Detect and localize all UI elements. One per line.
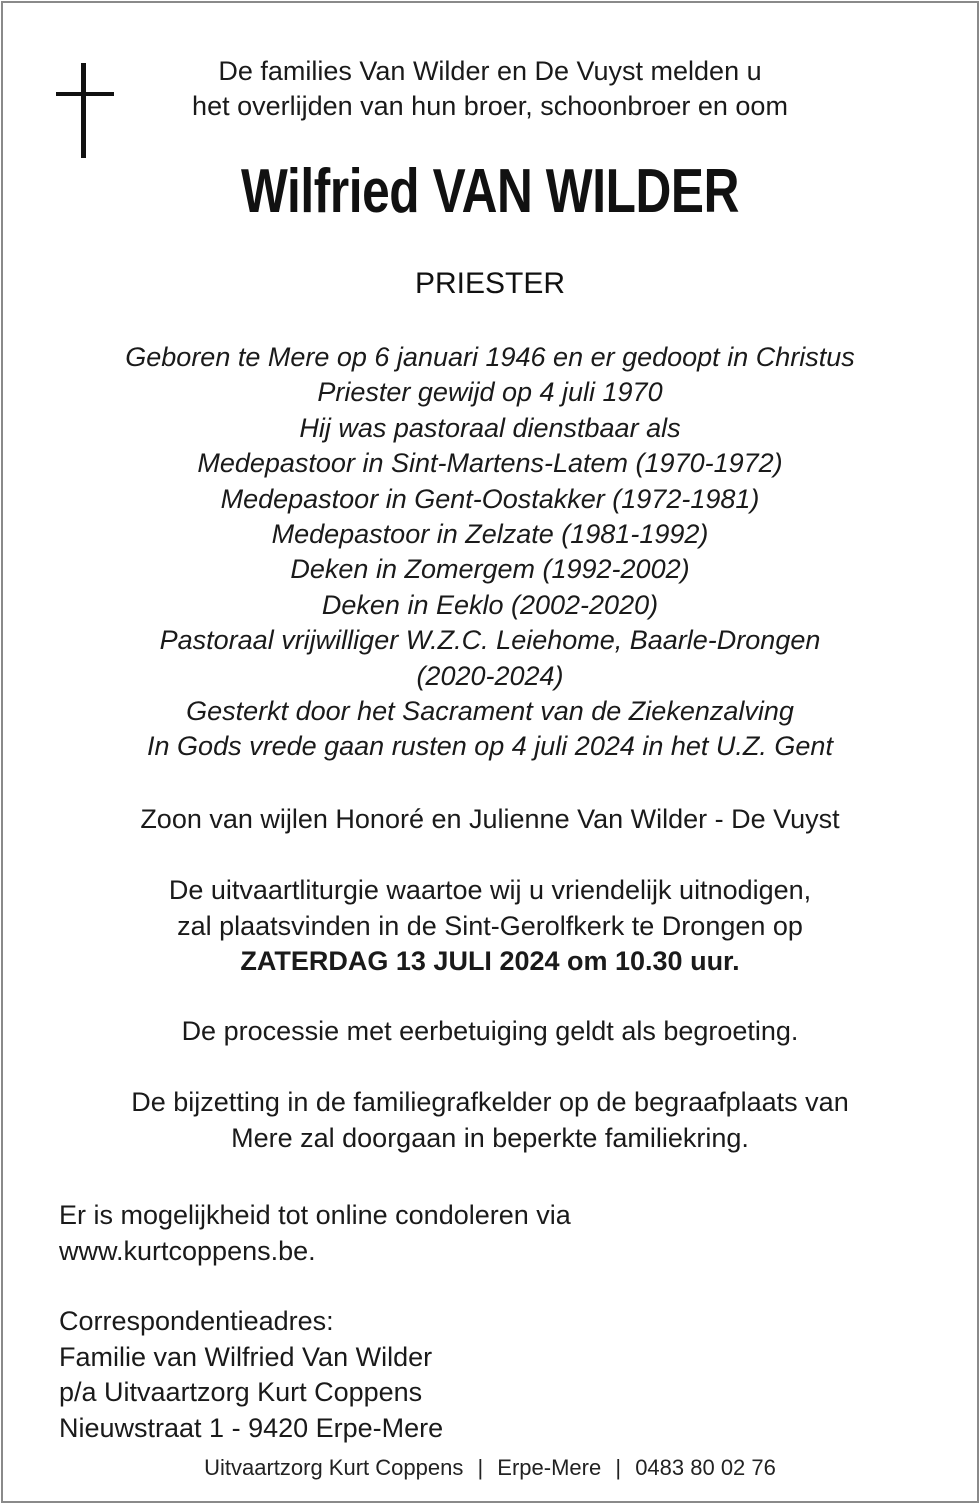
correspondence-line: Nieuwstraat 1 - 9420 Erpe-Mere bbox=[59, 1412, 444, 1443]
correspondence-line: Familie van Wilfried Van Wilder bbox=[59, 1341, 433, 1372]
bio-line: Medepastoor in Gent-Oostakker (1972-1981) bbox=[220, 483, 760, 514]
biography bbox=[0, 340, 980, 765]
bio-line: Priester gewijd op 4 juli 1970 bbox=[317, 377, 663, 408]
footer-phone: 0483 80 02 76 bbox=[635, 1455, 776, 1480]
correspondence-address bbox=[59, 1304, 443, 1446]
bio-line: Gesterkt door het Sacrament van de Ziekenzalving bbox=[186, 696, 794, 727]
intro-line-1: De families Van Wilder en De Vuyst melden u bbox=[218, 56, 762, 86]
condolence-website: www.kurtcoppens.be. bbox=[59, 1235, 316, 1266]
bio-line: Medepastoor in Zelzate (1981-1992) bbox=[271, 519, 709, 550]
bio-line: Hij was pastoraal dienstbaar als bbox=[299, 412, 681, 443]
bio-line: Deken in Eeklo (2002-2020) bbox=[321, 589, 659, 620]
bio-line: Deken in Zomergem (1992-2002) bbox=[290, 554, 690, 585]
bio-line: (2020-2024) bbox=[416, 660, 564, 691]
condolence-line: Er is mogelijkheid tot online condoleren via bbox=[59, 1200, 571, 1230]
footer-separator: | bbox=[477, 1455, 484, 1480]
footer-company: Uitvaartzorg Kurt Coppens bbox=[204, 1455, 464, 1480]
footer bbox=[0, 1453, 980, 1483]
burial-line-2: Mere zal doorgaan in beperkte familiekring. bbox=[231, 1122, 749, 1153]
deceased-name: Wilfried VAN WILDER bbox=[240, 157, 740, 226]
footer-location: Erpe-Mere bbox=[497, 1455, 602, 1480]
procession-line: De processie met eerbetuiging geldt als begroeting. bbox=[181, 1016, 799, 1046]
funeral-datetime: ZATERDAG 13 JULI 2024 om 10.30 uur. bbox=[240, 946, 740, 976]
bio-line: In Gods vrede gaan rusten op 4 juli 2024 in het U.Z. Gent bbox=[147, 731, 833, 762]
burial-info bbox=[0, 1085, 980, 1156]
condolence-info bbox=[59, 1198, 571, 1269]
bio-line: Medepastoor in Sint-Martens-Latem (1970-1972) bbox=[197, 448, 783, 479]
bio-line: Pastoraal vrijwilliger W.Z.C. Leiehome, Baarle-Drongen bbox=[159, 625, 821, 656]
bio-line: Geboren te Mere op 6 januari 1946 en er gedoopt in Christus bbox=[125, 342, 855, 372]
footer-separator: | bbox=[615, 1455, 622, 1480]
funeral-line-1: De uitvaartliturgie waartoe wij u vriendelijk uitnodigen, bbox=[168, 875, 812, 905]
parents-line: Zoon van wijlen Honoré en Julienne Van Wilder - De Vuyst bbox=[140, 804, 840, 834]
funeral-info bbox=[0, 873, 980, 980]
correspondence-heading: Correspondentieadres: bbox=[59, 1306, 334, 1336]
deceased-title: PRIESTER bbox=[414, 267, 566, 300]
correspondence-line: p/a Uitvaartzorg Kurt Coppens bbox=[59, 1377, 423, 1407]
funeral-line-2: zal plaatsvinden in de Sint-Gerolfkerk te Drongen op bbox=[177, 910, 803, 941]
intro-line-2: het overlijden van hun broer, schoonbroer en oom bbox=[192, 91, 788, 121]
burial-line-1: De bijzetting in de familiegrafkelder op de begraafplaats van bbox=[131, 1087, 849, 1117]
